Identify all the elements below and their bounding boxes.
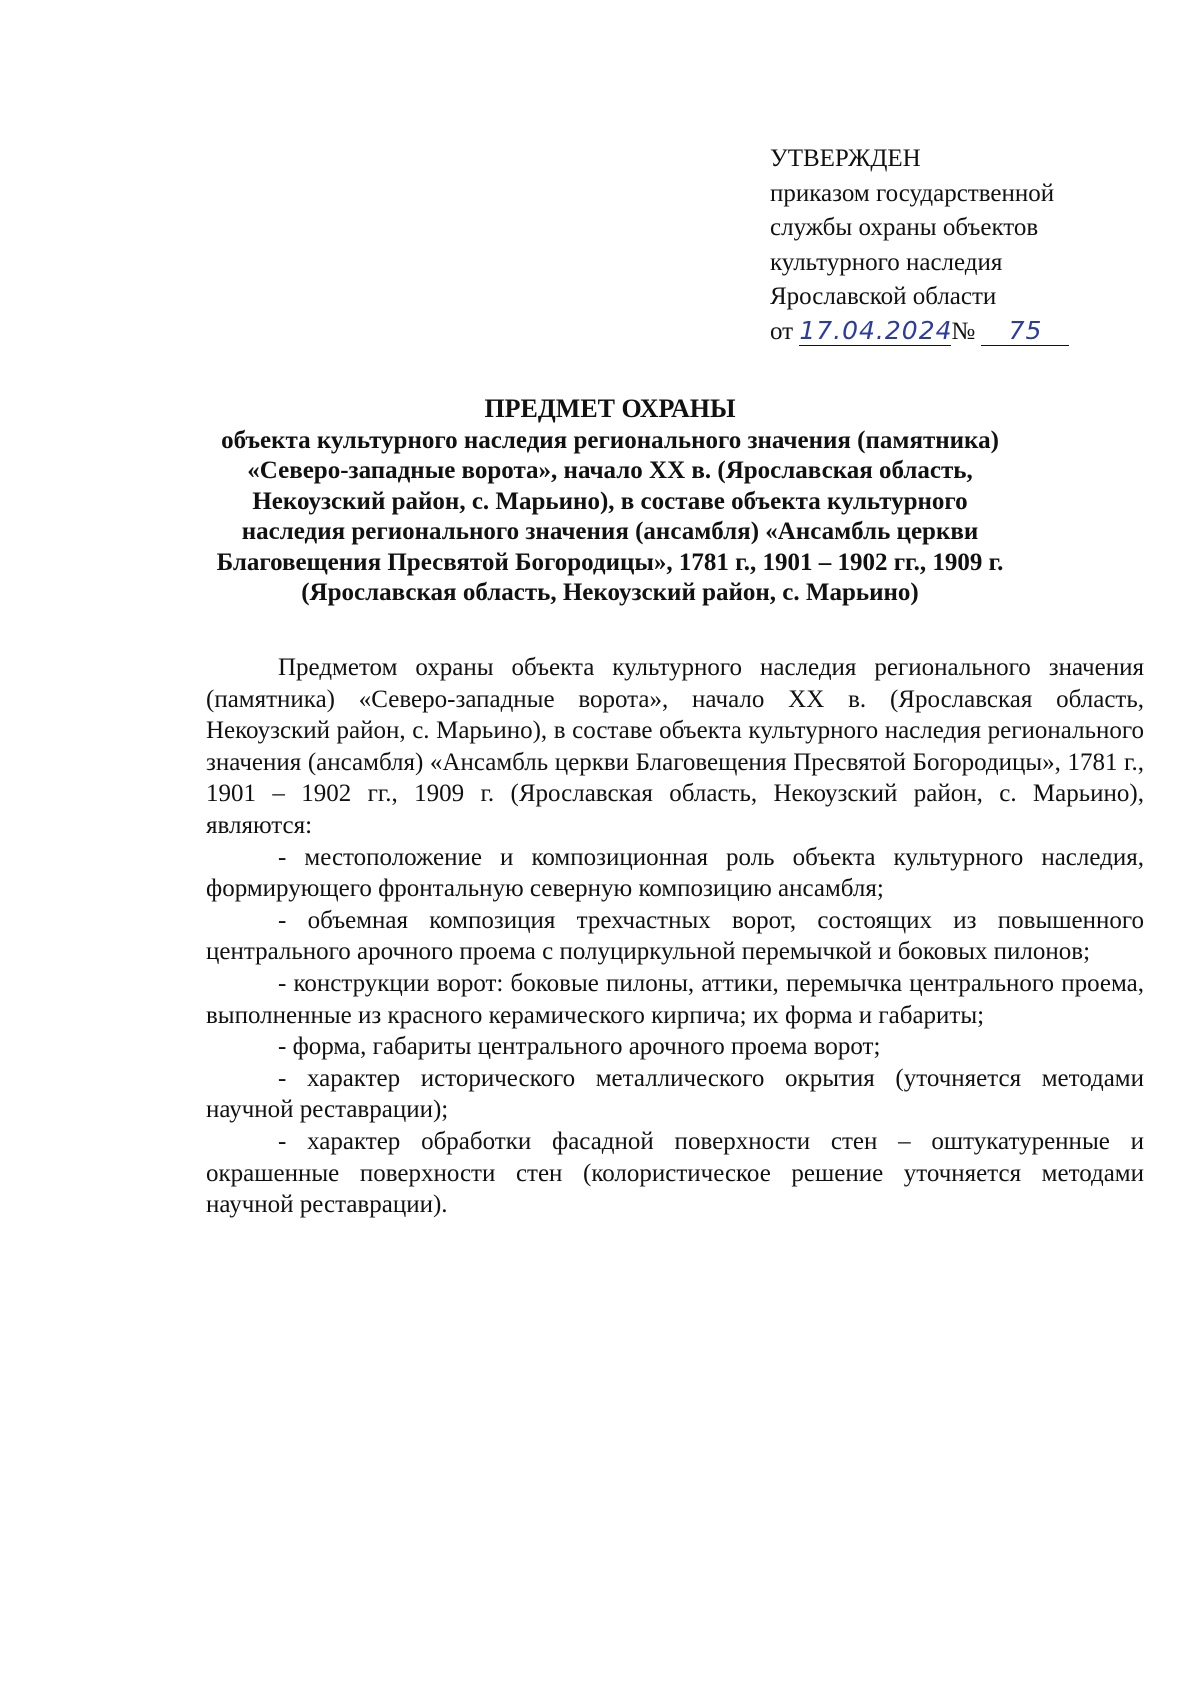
approval-line-1: приказом государственной	[770, 179, 1055, 207]
list-item: - конструкции ворот: боковые пилоны, аттики, перемычка центрального проема, выполненные из красного керамического кирпича; их форма и габариты;	[206, 969, 1144, 1029]
approval-heading: УТВЕРЖДЕН	[770, 145, 921, 172]
approval-line-3: культурного наследия	[770, 248, 1003, 276]
approval-line-4: Ярославской области	[770, 283, 997, 310]
document-title: ПРЕДМЕТ ОХРАНЫ	[484, 394, 736, 423]
date-field	[799, 315, 953, 346]
document-title-block	[200, 394, 1020, 609]
number-field	[981, 315, 1069, 346]
list-item: - форма, габариты центрального арочного проема ворот;	[278, 1033, 881, 1061]
list-item: - объемная композиция трехчастных ворот, состоящих из повышенного центрального арочного проема с полуциркульной перемычкой и боковых пилонов;	[206, 906, 1144, 966]
list-item: - местоположение и композиционная роль объекта культурного наследия, формирующего фронтальную северную композицию ансамбля;	[206, 843, 1144, 903]
number-prefix: №	[951, 317, 976, 345]
handwritten-date: 17.04.2024	[799, 315, 953, 345]
date-prefix: от	[770, 317, 794, 345]
intro-paragraph: Предметом охраны объекта культурного наследия регионального значения (памятника) «Северо-западные ворота», начало XX в. (Ярославская область, Некоузский район, с. Марьино), в составе объекта культурного наследия регионального значения (ансамбля) «Ансамбль церкви Благовещения Пресвятой Богородицы», 1781 г., 1901 – 1902 гг., 1909 г. (Ярославская область, Некоузский район, с. Марьино), являются:	[206, 654, 1144, 839]
list-item: - характер исторического металлического окрытия (уточняется методами научной реставрации);	[206, 1064, 1144, 1124]
handwritten-number: 75	[1008, 315, 1043, 345]
list-item: - характер обработки фасадной поверхности стен – оштукатуренные и окрашенные поверхности стен (колористическое решение уточняется методами научной реставрации).	[206, 1127, 1144, 1219]
approval-block	[770, 142, 1130, 349]
approval-date-line	[770, 315, 1069, 345]
document-body	[206, 652, 1144, 1221]
approval-line-2: службы охраны объектов	[770, 214, 1039, 241]
document-subtitle: объекта культурного наследия регионального значения (памятника) «Северо-западные ворота», начало XX в. (Ярославская область, Некоузский район, с. Марьино), в составе объекта культурного наследия регионального значения (ансамбля) «Ансамбль церкви Благовещения Пресвятой Богородицы», 1781 г., 1901 – 1902 гг., 1909 г. (Ярославская область, Некоузский район, с. Марьино)	[216, 426, 1004, 606]
